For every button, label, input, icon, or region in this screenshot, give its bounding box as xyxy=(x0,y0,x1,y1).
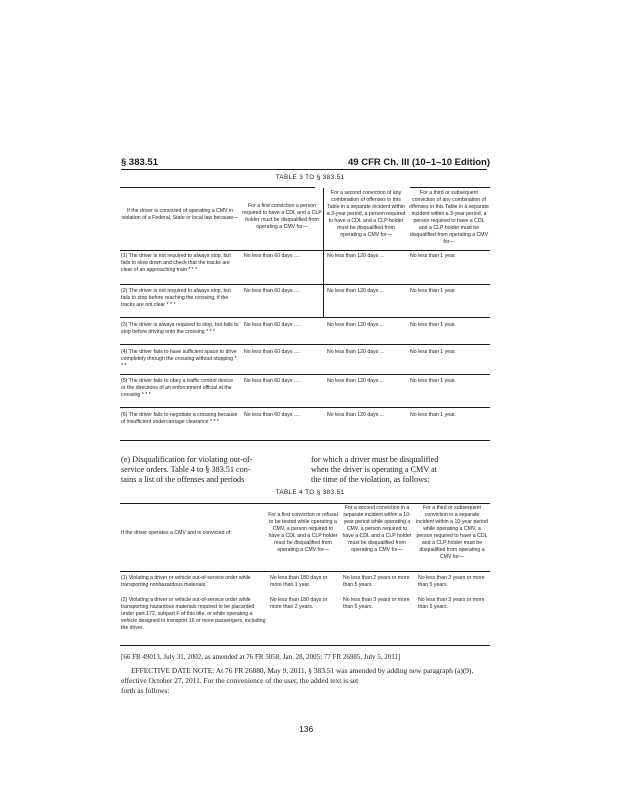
amendment-footnote: [66 FR 49013, July 31, 2002, as amended at 76 FR 5058, Jan. 28, 2005; 77 FR 26985, July 5, 2011] xyxy=(121,653,401,661)
table4-second: No less than 2 years or more than 5 years. xyxy=(343,575,410,588)
table4-title: TABLE 4 TO § 383.51 xyxy=(275,489,345,496)
page-number: 136 xyxy=(299,724,314,734)
table3-top-rule xyxy=(120,187,315,188)
table4-col-header-2: For a first conviction or refusal to be tested while operating a CMV, a person required to have a CDL and a CLP holder must be disqualified from operating a CMV for— xyxy=(268,512,338,553)
table3-col-divider xyxy=(323,188,324,318)
table3-second: No less than 120 days ... xyxy=(327,322,385,328)
table3-second: No less than 120 days ... xyxy=(327,378,385,384)
table3-row-rule xyxy=(120,317,490,318)
table4-col-header-4: For a third or subsequent conviction in a separate incident within a 10-year period while operating a CMV, a person required to have a CDL and a CLP holder must be disqualified from operating a CMV for— xyxy=(416,505,488,560)
table4-offense: (2) Violating a driver or vehicle out-of-service order while transporting hazardous materials required to be placarded under part 172, subpart F of this title, or while operating a vehicle designed to transport 16 or more passengers, including the driver. xyxy=(121,597,266,631)
table3-row-rule xyxy=(120,344,490,345)
table4-third: No less than 3 years or more than 5 years. xyxy=(418,575,485,588)
table3-offense: (4) The driver fails to have sufficient space to drive completely through the crossing without stopping * * * xyxy=(121,349,237,369)
table3-col-header-4: For a third or subsequent conviction of any combination of offenses in this Table in a separate incident within a 3-year period, a person required to have a CDL and a CLP holder must be disqualified from operating a CMV for— xyxy=(409,190,489,245)
table3-title: TABLE 3 TO § 383.51 xyxy=(275,174,345,181)
table3-third: No less than 1 year. xyxy=(410,378,456,384)
table3-col-header-3: For a second conviction of any combination of offenses in this Table in a separate incident within a 3-year period, a person required to have a CDL and a CLP holder must be disqualified from operating a CMV for— xyxy=(326,190,406,238)
table4-bottom-rule xyxy=(120,645,490,646)
table3-row-rule xyxy=(120,407,490,408)
table3-offense: (6) The driver fails to negotiate a crossing because of insufficient undercarriage clearance * * * xyxy=(121,412,238,425)
paragraph-e-right xyxy=(311,455,491,485)
table4-first: No less than 180 days or more than 1 year. xyxy=(270,575,328,588)
table3-third: No less than 1 year. xyxy=(410,288,456,294)
table3-top-rule-right xyxy=(410,187,490,188)
table4-col-header-3: For a second conviction in a separate incident within a 10-year period while operating a CMV, a person required to have a CDL and a CLP holder must be disqualified from operating a CMV for— xyxy=(342,505,412,553)
table4-offense: (1) Violating a driver or vehicle out-of-service order while transporting nonhazardous materials. xyxy=(121,575,251,588)
table3-third: No less than 1 year. xyxy=(410,253,456,259)
table3-second: No less than 120 days ... xyxy=(327,412,385,418)
table3-third: No less than 1 year. xyxy=(410,412,456,418)
paragraph-line: (e) Disqualification for violating out-of- xyxy=(121,455,253,464)
table3-col-header-1: If the driver is convicted of operating a CMV in violation of a Federal, State or local law because— xyxy=(121,208,239,221)
effective-date-note xyxy=(121,666,491,696)
table3-first: No less than 60 days .... xyxy=(244,322,300,328)
paragraph-line: tains a list of the offenses and periods xyxy=(121,475,245,484)
table3-first: No less than 60 days .... xyxy=(244,349,300,355)
table3-second: No less than 120 days ... xyxy=(327,288,385,294)
table3-bottom-rule xyxy=(120,440,490,441)
paragraph-line: when the driver is operating a CMV at xyxy=(311,465,438,474)
table4-second: No less than 3 years or more than 5 years. xyxy=(343,597,410,610)
table3-second: No less than 120 days ... xyxy=(327,253,385,259)
table3-offense: (5) The driver fails to obey a traffic control device or the directions of an enforcement official at the crossing * * * xyxy=(121,378,233,398)
paragraph-line: the time of the violation, as follows: xyxy=(311,475,430,484)
cfr-citation: 49 CFR Ch. III (10–1–10 Edition) xyxy=(348,157,491,168)
table3-offense: (3) The driver is always required to stop, but fails to stop before driving onto the crossing * * * xyxy=(121,322,239,335)
table3-row-rule xyxy=(120,374,490,375)
table3-third: No less than 1 year. xyxy=(410,322,456,328)
table4-first: No less than 180 days or more than 2 years. xyxy=(270,597,328,610)
table4-col-header-1: If the driver operates a CMV and is convicted of: xyxy=(121,530,232,536)
table3-third: No less than 1 year. xyxy=(410,349,456,355)
table3-second: No less than 120 days ... xyxy=(327,349,385,355)
table4-top-rule xyxy=(120,503,490,504)
paragraph-e-left xyxy=(121,455,299,485)
effective-note-line: EFFECTIVE DATE NOTE: At 76 FR 26880, May 9, 2011, § 383.51 was amended by adding new paragraph (a)(9), effective October 27, 2011. For the convenience of the user, the added text is set xyxy=(121,666,474,685)
table3-first: No less than 60 days .... xyxy=(244,288,300,294)
table3-first: No less than 60 days .... xyxy=(244,253,300,259)
table3-first: No less than 60 days .... xyxy=(244,378,300,384)
table4-header-rule xyxy=(120,571,490,572)
table4-third: No less than 3 years or more than 5 years. xyxy=(418,597,485,610)
table3-row-rule xyxy=(120,284,490,285)
header-rule xyxy=(121,169,487,170)
paragraph-line: for which a driver must be disqualified xyxy=(311,455,439,464)
table3-offense: (2) The driver is not required to always stop, but fails to stop before reaching the crossing, if the tracks are not clear * * * xyxy=(121,288,231,308)
section-number: § 383.51 xyxy=(121,157,158,168)
table3-offense: (1) The driver is not required to always stop, but fails to slow down and check that the tracks are clear of an approaching train * * * xyxy=(121,253,231,273)
paragraph-line: service orders. Table 4 to § 383.51 con- xyxy=(121,465,251,474)
effective-note-line: forth as follows: xyxy=(121,686,170,695)
table3-first: No less than 60 days .... xyxy=(244,412,300,418)
table3-col-header-2: For a first conviction a person required to have a CDL and a CLP holder must be disqualified from operating a CMV for— xyxy=(242,203,322,230)
table3-header-rule xyxy=(120,250,490,251)
